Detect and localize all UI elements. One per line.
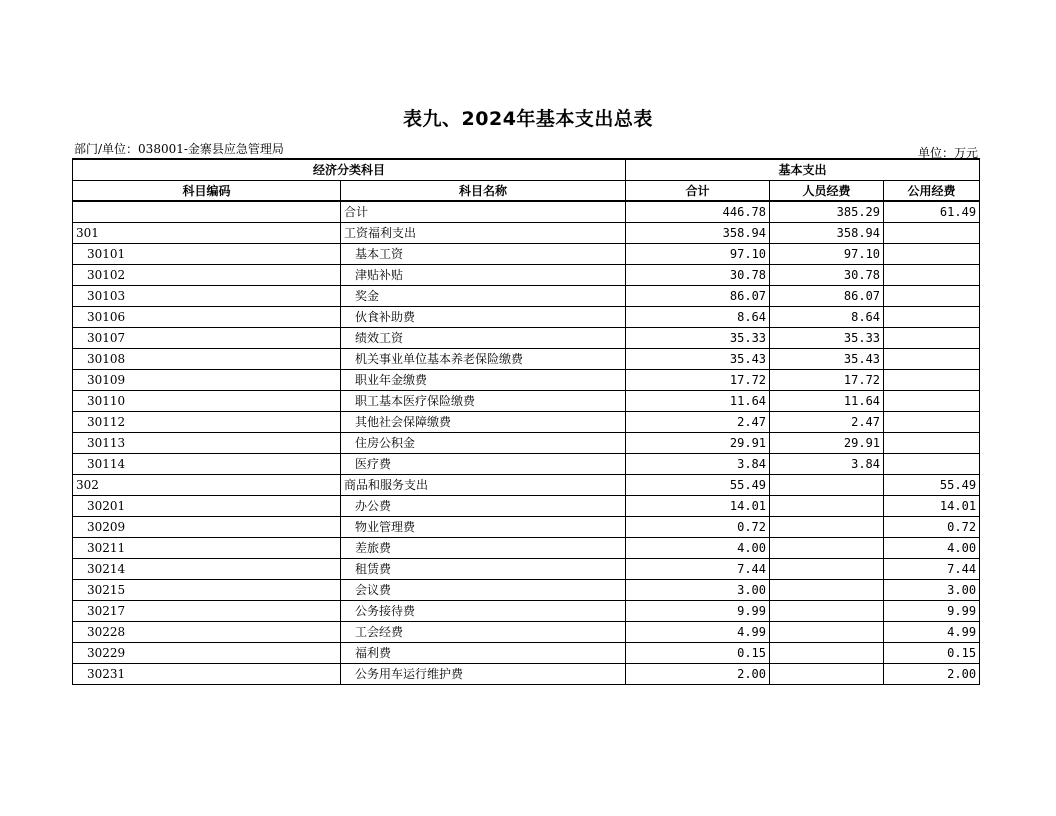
- row-name-cell: 职业年金缴费: [341, 369, 626, 390]
- row-public-cell: [884, 327, 980, 348]
- row-name-cell: 职工基本医疗保险缴费: [341, 390, 626, 411]
- row-personnel-cell: 86.07: [770, 285, 884, 306]
- row-code-cell: [73, 201, 341, 222]
- table-row: [73, 201, 980, 222]
- row-total-cell: 97.10: [626, 243, 770, 264]
- header-name: 科目名称: [341, 180, 626, 201]
- table-row: [73, 327, 980, 348]
- expenditure-table: [72, 158, 980, 685]
- row-public-cell: [884, 432, 980, 453]
- row-public-cell: 7.44: [884, 558, 980, 579]
- row-personnel-cell: [770, 474, 884, 495]
- header-basic-group: 基本支出: [626, 159, 980, 180]
- row-public-cell: 55.49: [884, 474, 980, 495]
- table-row: [73, 369, 980, 390]
- row-personnel-cell: [770, 537, 884, 558]
- row-total-cell: 446.78: [626, 201, 770, 222]
- row-total-cell: 4.99: [626, 621, 770, 642]
- row-public-cell: [884, 222, 980, 243]
- header-code: 科目编码: [73, 180, 341, 201]
- table-row: [73, 558, 980, 579]
- row-personnel-cell: 30.78: [770, 264, 884, 285]
- row-total-cell: 2.47: [626, 411, 770, 432]
- row-code-cell: 30109: [73, 369, 341, 390]
- row-personnel-cell: 35.33: [770, 327, 884, 348]
- row-total-cell: 3.84: [626, 453, 770, 474]
- row-total-cell: 0.15: [626, 642, 770, 663]
- header-public: 公用经费: [884, 180, 980, 201]
- table-row: [73, 663, 980, 684]
- row-code-cell: 30106: [73, 306, 341, 327]
- row-personnel-cell: 385.29: [770, 201, 884, 222]
- table-row: [73, 390, 980, 411]
- row-public-cell: [884, 264, 980, 285]
- unit-label: 单位：万元: [917, 146, 978, 160]
- row-code-cell: 30228: [73, 621, 341, 642]
- row-code-cell: 30112: [73, 411, 341, 432]
- row-name-cell: 租赁费: [341, 558, 626, 579]
- row-total-cell: 55.49: [626, 474, 770, 495]
- header-econ-group: 经济分类科目: [73, 159, 626, 180]
- row-personnel-cell: 2.47: [770, 411, 884, 432]
- table-row: [73, 348, 980, 369]
- row-total-cell: 14.01: [626, 495, 770, 516]
- row-code-cell: 30102: [73, 264, 341, 285]
- row-personnel-cell: [770, 495, 884, 516]
- row-total-cell: 7.44: [626, 558, 770, 579]
- row-public-cell: 4.00: [884, 537, 980, 558]
- row-total-cell: 17.72: [626, 369, 770, 390]
- row-code-cell: 30217: [73, 600, 341, 621]
- table-row: [73, 222, 980, 243]
- row-personnel-cell: [770, 600, 884, 621]
- row-personnel-cell: 17.72: [770, 369, 884, 390]
- row-personnel-cell: 11.64: [770, 390, 884, 411]
- row-total-cell: 9.99: [626, 600, 770, 621]
- row-personnel-cell: [770, 621, 884, 642]
- row-public-cell: [884, 243, 980, 264]
- table-row: [73, 453, 980, 474]
- table-row: [73, 474, 980, 495]
- row-personnel-cell: 3.84: [770, 453, 884, 474]
- row-name-cell: 基本工资: [341, 243, 626, 264]
- row-public-cell: 4.99: [884, 621, 980, 642]
- row-personnel-cell: 97.10: [770, 243, 884, 264]
- row-personnel-cell: 358.94: [770, 222, 884, 243]
- row-total-cell: 2.00: [626, 663, 770, 684]
- row-public-cell: 9.99: [884, 600, 980, 621]
- row-name-cell: 津贴补贴: [341, 264, 626, 285]
- row-personnel-cell: 8.64: [770, 306, 884, 327]
- table-row: [73, 537, 980, 558]
- row-public-cell: [884, 348, 980, 369]
- row-total-cell: 3.00: [626, 579, 770, 600]
- header-personnel: 人员经费: [770, 180, 884, 201]
- row-code-cell: 30215: [73, 579, 341, 600]
- row-name-cell: 公务接待费: [341, 600, 626, 621]
- table-row: [73, 642, 980, 663]
- row-public-cell: [884, 390, 980, 411]
- row-code-cell: 30107: [73, 327, 341, 348]
- row-code-cell: 30114: [73, 453, 341, 474]
- row-personnel-cell: [770, 579, 884, 600]
- row-personnel-cell: [770, 558, 884, 579]
- row-personnel-cell: [770, 516, 884, 537]
- table-row: [73, 243, 980, 264]
- table-row: [73, 579, 980, 600]
- row-total-cell: 358.94: [626, 222, 770, 243]
- row-public-cell: 61.49: [884, 201, 980, 222]
- row-name-cell: 其他社会保障缴费: [341, 411, 626, 432]
- table-row: [73, 411, 980, 432]
- row-public-cell: [884, 411, 980, 432]
- row-code-cell: 30211: [73, 537, 341, 558]
- row-name-cell: 物业管理费: [341, 516, 626, 537]
- page-title: 表九、2024年基本支出总表: [403, 108, 653, 130]
- row-name-cell: 工会经费: [341, 621, 626, 642]
- row-code-cell: 30103: [73, 285, 341, 306]
- row-code-cell: 30101: [73, 243, 341, 264]
- row-code-cell: 30214: [73, 558, 341, 579]
- row-public-cell: [884, 285, 980, 306]
- row-code-cell: 30229: [73, 642, 341, 663]
- table-body: [73, 201, 980, 684]
- row-name-cell: 绩效工资: [341, 327, 626, 348]
- row-total-cell: 11.64: [626, 390, 770, 411]
- row-total-cell: 8.64: [626, 306, 770, 327]
- table-row: [73, 306, 980, 327]
- row-total-cell: 29.91: [626, 432, 770, 453]
- table-row: [73, 600, 980, 621]
- row-code-cell: 301: [73, 222, 341, 243]
- row-public-cell: [884, 453, 980, 474]
- header-total: 合计: [626, 180, 770, 201]
- table-row: [73, 621, 980, 642]
- row-name-cell: 差旅费: [341, 537, 626, 558]
- row-code-cell: 302: [73, 474, 341, 495]
- row-code-cell: 30110: [73, 390, 341, 411]
- row-name-cell: 奖金: [341, 285, 626, 306]
- row-public-cell: 3.00: [884, 579, 980, 600]
- row-code-cell: 30231: [73, 663, 341, 684]
- table-row: [73, 495, 980, 516]
- row-public-cell: [884, 306, 980, 327]
- row-personnel-cell: 35.43: [770, 348, 884, 369]
- row-name-cell: 福利费: [341, 642, 626, 663]
- row-public-cell: [884, 369, 980, 390]
- row-name-cell: 伙食补助费: [341, 306, 626, 327]
- row-personnel-cell: [770, 642, 884, 663]
- row-name-cell: 办公费: [341, 495, 626, 516]
- table-header: [73, 159, 980, 201]
- row-code-cell: 30108: [73, 348, 341, 369]
- row-personnel-cell: 29.91: [770, 432, 884, 453]
- table-row: [73, 432, 980, 453]
- row-total-cell: 0.72: [626, 516, 770, 537]
- row-total-cell: 35.33: [626, 327, 770, 348]
- row-name-cell: 机关事业单位基本养老保险缴费: [341, 348, 626, 369]
- row-name-cell: 住房公积金: [341, 432, 626, 453]
- row-public-cell: 14.01: [884, 495, 980, 516]
- row-total-cell: 30.78: [626, 264, 770, 285]
- row-public-cell: 2.00: [884, 663, 980, 684]
- row-name-cell: 工资福利支出: [341, 222, 626, 243]
- row-name-cell: 商品和服务支出: [341, 474, 626, 495]
- row-code-cell: 30113: [73, 432, 341, 453]
- table-row: [73, 285, 980, 306]
- row-public-cell: 0.72: [884, 516, 980, 537]
- row-total-cell: 86.07: [626, 285, 770, 306]
- row-name-cell: 医疗费: [341, 453, 626, 474]
- row-name-cell: 公务用车运行维护费: [341, 663, 626, 684]
- table-row: [73, 264, 980, 285]
- row-personnel-cell: [770, 663, 884, 684]
- table-row: [73, 516, 980, 537]
- row-name-cell: 合计: [341, 201, 626, 222]
- row-name-cell: 会议费: [341, 579, 626, 600]
- row-total-cell: 35.43: [626, 348, 770, 369]
- row-public-cell: 0.15: [884, 642, 980, 663]
- row-code-cell: 30201: [73, 495, 341, 516]
- row-code-cell: 30209: [73, 516, 341, 537]
- department-label: 部门/单位：038001-金寨县应急管理局: [74, 142, 284, 156]
- row-total-cell: 4.00: [626, 537, 770, 558]
